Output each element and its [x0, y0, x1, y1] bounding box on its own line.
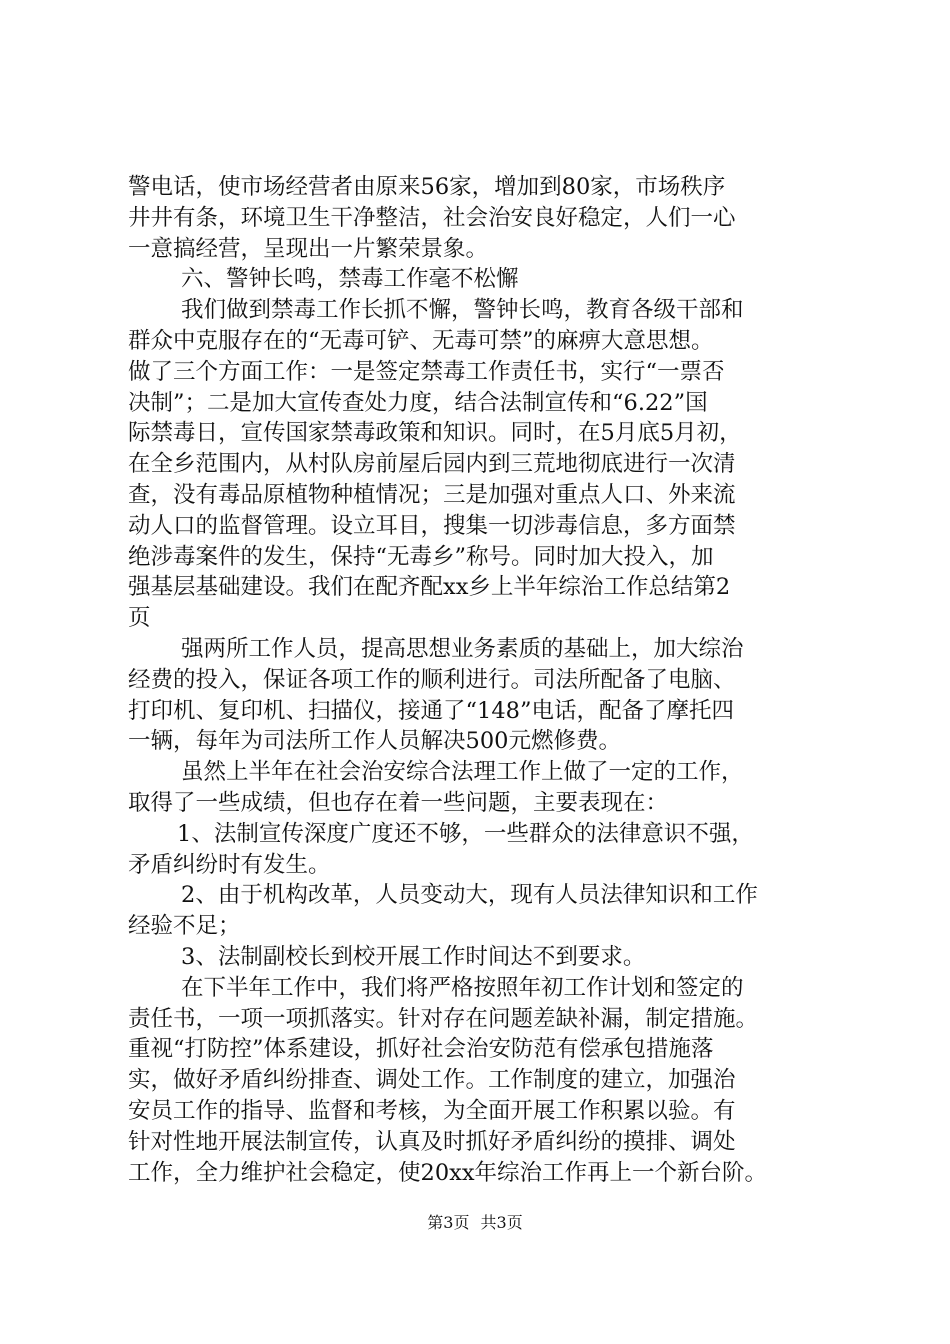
- document-body: [128, 172, 844, 1188]
- text-line: 虽然上半年在社会治安综合法理工作上做了一定的工作，: [181, 759, 744, 786]
- text-line: 经费的投入，保证各项工作的顺利进行。司法所配备了电脑、: [128, 666, 736, 693]
- text-line: 责任书，一项一项抓落实。针对存在问题差缺补漏，制定措施。: [128, 1005, 759, 1032]
- page-total: 共3页: [480, 1213, 523, 1232]
- text-line: 强两所工作人员，提高思想业务素质的基础上，加大综治: [181, 635, 744, 662]
- text-line: 3、法制副校长到校开展工作时间达不到要求。: [181, 943, 646, 970]
- text-line: 重视“打防控”体系建设，抓好社会治安防范有偿承包措施落: [128, 1036, 714, 1063]
- text-line: 实，做好矛盾纠纷排查、调处工作。工作制度的建立，加强治: [128, 1067, 736, 1094]
- text-line: 绝涉毒案件的发生，保持“无毒乡”称号。同时加大投入，加: [128, 543, 714, 570]
- text-line: 2、由于机构改革，人员变动大，现有人员法律知识和工作: [181, 882, 758, 909]
- text-line: 六、警钟长鸣，禁毒工作毫不松懈: [181, 266, 519, 293]
- text-line: 在全乡范围内，从村队房前屋后园内到三荒地彻底进行一次清: [128, 451, 736, 478]
- text-line: 一意搞经营，呈现出一片繁荣景象。: [128, 235, 489, 262]
- text-line: 取得了一些成绩，但也存在着一些问题，主要表现在：: [128, 789, 669, 816]
- text-line: 警电话，使市场经营者由原来56家，增加到80家，市场秩序: [128, 174, 726, 200]
- text-line: 打印机、复印机、扫描仪，接通了“148”电话，配备了摩托四: [128, 697, 734, 724]
- text-line: 在下半年工作中，我们将严格按照年初工作计划和签定的: [181, 974, 744, 1001]
- text-line: 经验不足；: [128, 913, 241, 940]
- page-footer: [0, 1212, 950, 1234]
- text-line: 动人口的监督管理。设立耳目，搜集一切涉毒信息，多方面禁: [128, 512, 736, 539]
- text-line: 安员工作的指导、监督和考核，为全面开展工作积累以验。有: [128, 1097, 736, 1124]
- text-line: 做了三个方面工作：一是签定禁毒工作责任书，实行“一票否: [128, 358, 725, 385]
- text-line: 查，没有毒品原植物种植情况；三是加强对重点人口、外来流: [128, 481, 736, 508]
- text-line: 一辆，每年为司法所工作人员解决500元燃修费。: [128, 728, 621, 755]
- text-line: 井井有条，环境卫生干净整洁，社会治安良好稳定，人们一心: [128, 204, 736, 231]
- text-line: 际禁毒日，宣传国家禁毒政策和知识。同时，在5月底5月初，: [128, 420, 742, 447]
- text-line: 强基层基础建设。我们在配齐配xx乡上半年综治工作总结第2: [128, 574, 731, 601]
- text-line: 1、法制宣传深度广度还不够，一些群众的法律意识不强，: [177, 820, 754, 847]
- text-line: 群众中克服存在的“无毒可铲、无毒可禁”的麻痹大意思想。: [128, 327, 714, 354]
- text-line: 矛盾纠纷时有发生。: [128, 851, 331, 878]
- text-line: 决制”；二是加大宣传查处力度，结合法制宣传和“6.22”国: [128, 389, 708, 416]
- text-line: 我们做到禁毒工作长抓不懈，警钟长鸣，教育各级干部和: [181, 297, 744, 324]
- text-line: 工作，全力维护社会稳定，使20xx年综治工作再上一个新台阶。: [128, 1159, 768, 1186]
- text-line: 页: [128, 605, 151, 632]
- text-line: 针对性地开展法制宣传，认真及时抓好矛盾纠纷的摸排、调处: [128, 1128, 736, 1155]
- page-number: 第3页: [427, 1213, 470, 1232]
